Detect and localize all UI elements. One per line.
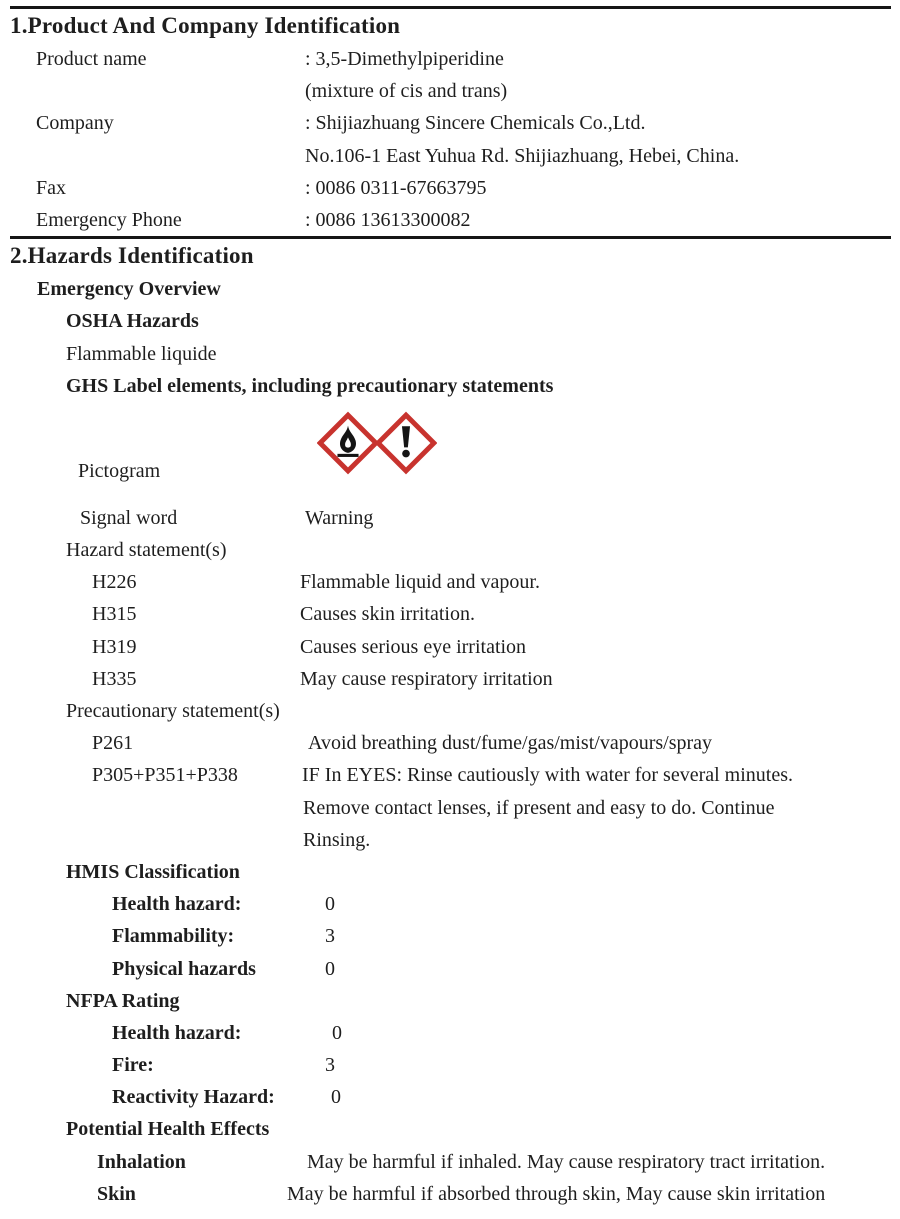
inhalation-label: Inhalation [97,1150,186,1173]
precautionary-text: Rinsing. [303,828,371,851]
signal-word-row [0,502,900,534]
flame-pictogram-icon [317,410,379,476]
company-address-row [0,140,900,172]
nfpa-value: 3 [325,1054,335,1077]
potential-health-effects-heading: Potential Health Effects [66,1118,270,1141]
pictogram-label: Pictogram [78,459,161,482]
nfpa-label: Fire: [112,1054,154,1077]
hmis-label: Physical hazards [112,957,256,980]
nfpa-label: Reactivity Hazard: [112,1086,275,1109]
nfpa-row [0,1049,900,1081]
company-address-value: No.106-1 East Yuhua Rd. Shijiazhuang, Hebei, China. [305,144,740,167]
hazard-statements-label: Hazard statement(s) [66,539,227,562]
hazard-code: H335 [92,667,137,690]
osha-hazards-value: Flammable liquide [66,342,217,365]
skin-value: May be harmful if absorbed through skin, May cause skin irritation [287,1182,826,1205]
hmis-row [0,920,900,952]
hazard-text: Causes serious eye irritation [300,635,527,658]
nfpa-label: Health hazard: [112,1021,242,1044]
precautionary-statement-continuation [0,792,900,824]
nfpa-heading-row [0,985,900,1017]
precautionary-text: Remove contact lenses, if present and easy to do. Continue [303,796,775,819]
emergency-overview-heading: Emergency Overview [37,278,221,301]
hmis-value: 0 [325,893,335,916]
ghs-pictograms [317,410,437,476]
precautionary-statements-heading-row [0,695,900,727]
hazard-text: May cause respiratory irritation [300,667,553,690]
hazard-statements-heading-row [0,534,900,566]
precautionary-text: IF In EYES: Rinse cautiously with water for several minutes. [302,764,794,787]
precautionary-statements-label: Precautionary statement(s) [66,700,280,722]
hmis-label: Flammability: [112,925,235,948]
hazard-text: Flammable liquid and vapour. [300,571,540,594]
hazard-text: Causes skin irritation. [300,603,475,626]
hazard-statement-row [0,566,900,598]
pictogram-block [0,402,900,502]
hazard-code: H319 [92,635,137,658]
product-name-row-2 [0,75,900,107]
hmis-heading-row [0,856,900,888]
emergency-phone-row [0,204,900,236]
nfpa-value: 0 [332,1021,342,1044]
hmis-label: Health hazard: [112,893,242,916]
hmis-value: 3 [325,925,335,948]
ghs-label-heading: GHS Label elements, including precautionary statements [66,374,554,397]
potential-health-effects-heading-row [0,1113,900,1145]
precautionary-statement-row [0,759,900,791]
hazard-statement-row [0,631,900,663]
precautionary-statement-continuation [0,824,900,856]
fax-value: : 0086 0311-67663795 [305,176,487,199]
signal-word-value: Warning [305,506,374,529]
section-1-heading: 1.Product And Company Identification [10,13,401,38]
product-name-value: : 3,5-Dimethylpiperidine [305,48,504,70]
skin-row [0,1178,900,1210]
osha-hazards-value-row [0,338,900,370]
nfpa-value: 0 [331,1086,341,1109]
product-name-label: Product name [36,48,147,70]
hmis-row [0,888,900,920]
inhalation-value: May be harmful if inhaled. May cause respiratory tract irritation. [307,1150,826,1173]
hazard-statement-row [0,598,900,630]
hmis-row [0,953,900,985]
hmis-heading: HMIS Classification [66,860,240,883]
company-row [0,107,900,139]
hmis-value: 0 [325,957,335,980]
inhalation-row [0,1146,900,1178]
precautionary-code: P261 [92,732,134,755]
exclamation-pictogram-icon [375,410,437,476]
nfpa-row [0,1081,900,1113]
precautionary-text: Avoid breathing dust/fume/gas/mist/vapours/spray [308,732,713,755]
company-label: Company [36,112,114,135]
emergency-phone-value: : 0086 13613300082 [305,208,471,231]
skin-label: Skin [97,1182,136,1205]
nfpa-row [0,1017,900,1049]
emergency-overview-row [0,273,900,305]
hazard-statement-row [0,663,900,695]
section-2-heading: 2.Hazards Identification [10,243,254,269]
product-name-row [0,43,900,75]
ghs-label-row [0,370,900,402]
emergency-phone-label: Emergency Phone [36,208,182,231]
product-name-value-2: (mixture of cis and trans) [305,80,508,103]
nfpa-heading: NFPA Rating [66,989,180,1012]
fax-label: Fax [36,176,66,199]
precautionary-statement-row [0,727,900,759]
osha-hazards-row [0,305,900,337]
hazard-code: H315 [92,603,137,626]
company-value: : Shijiazhuang Sincere Chemicals Co.,Ltd. [305,112,646,135]
fax-row [0,172,900,204]
signal-word-label: Signal word [80,506,178,529]
osha-hazards-heading: OSHA Hazards [66,310,199,333]
hazard-code: H226 [92,571,137,594]
precautionary-code: P305+P351+P338 [92,764,238,787]
